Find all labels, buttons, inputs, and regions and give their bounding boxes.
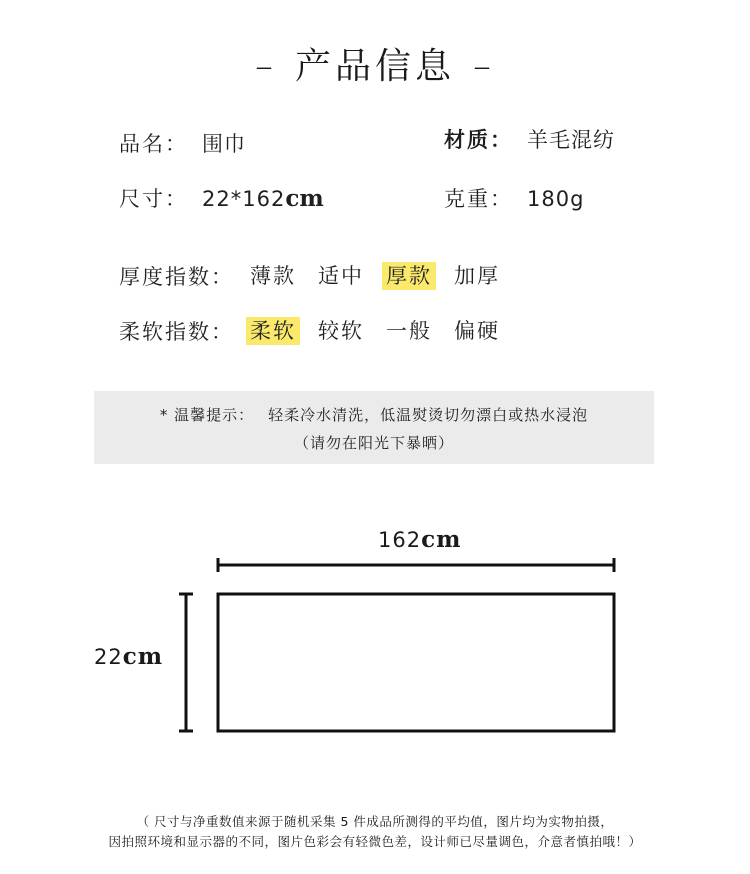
height-number: 22 [94,645,123,669]
softness-label: 柔软指数： [119,320,234,344]
softness-option: 柔软 [246,317,300,345]
spec-size-label: 尺寸： [119,187,188,211]
title-text: 产品信息 [294,46,455,87]
notice-prefix: * 温馨提示： [159,406,255,424]
height-unit: cm [122,643,164,670]
thickness-option: 适中 [318,264,364,288]
scarf-outline [218,594,614,731]
title-dash-left: – [254,46,277,87]
spec-weight-label: 克重： [444,187,513,211]
softness-option: 偏硬 [454,319,500,343]
notice-line2: （请勿在阳光下暴晒） [293,434,454,452]
width-number: 162 [378,528,422,552]
title-dash-right: – [473,46,495,87]
thickness-option: 加厚 [454,264,500,288]
thickness-label: 厚度指数： [119,265,234,289]
softness-option: 较软 [318,319,364,343]
spec-size-unit: cm [285,185,324,212]
width-unit: cm [421,526,462,553]
spec-name-label: 品名： [119,132,188,156]
spec-name-value: 围巾 [202,132,246,156]
height-dimension-label [94,643,163,670]
thickness-option: 厚款 [382,262,436,290]
thickness-option: 薄款 [250,264,296,288]
spec-material-label: 材质： [444,128,513,152]
spec-weight-value: 180g [527,187,585,211]
footer-note-line2: 因拍照环境和显示器的不同，图片色彩会有轻微色差，设计师已尽量调色，介意者慎拍哦！） [108,834,642,849]
spec-size-number: 22*162 [202,187,286,211]
width-dimension-label [378,526,461,553]
notice-line1: 轻柔冷水清洗，低温熨烫切勿漂白或热水浸泡 [268,406,589,424]
footer-note-line1: （ 尺寸与净重数值来源于随机采集 5 件成品所测得的平均值，图片均为实物拍摄， [136,814,614,829]
softness-option: 一般 [386,319,432,343]
spec-material-value: 羊毛混纺 [527,128,615,152]
